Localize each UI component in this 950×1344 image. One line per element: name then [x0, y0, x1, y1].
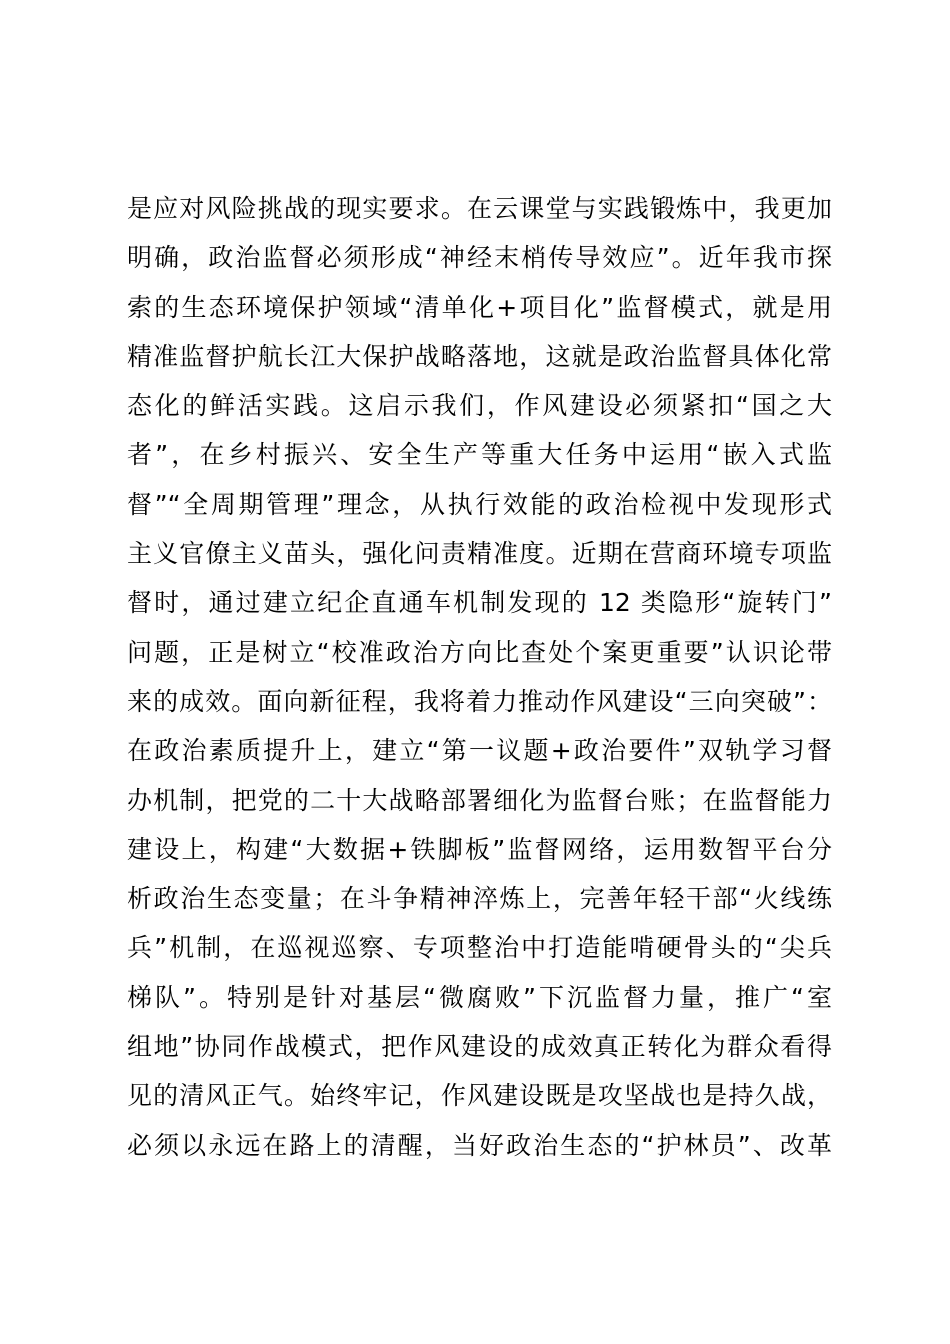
text-line-15: 析政治生态变量；在斗争精神淬炼上，完善年轻干部“火线练 — [127, 884, 832, 914]
body-paragraph — [127, 184, 832, 1170]
text-line-17: 梯队”。特别是针对基层“微腐败”下沉监督力量，推广“室 — [127, 982, 832, 1012]
text-line-2: 明确，政治监督必须形成“神经末梢传导效应”。近年我市探 — [127, 243, 832, 273]
text-line-14: 建设上，构建“大数据+铁脚板”监督网络，运用数智平台分 — [127, 834, 832, 864]
text-line-12: 在政治素质提升上，建立“第一议题+政治要件”双轨学习督 — [127, 736, 832, 766]
text-line-18: 组地”协同作战模式，把作风建设的成效真正转化为群众看得 — [127, 1032, 832, 1062]
text-line-4: 精准监督护航长江大保护战略落地，这就是政治监督具体化常 — [127, 341, 832, 371]
text-line-20: 必须以永远在路上的清醒，当好政治生态的“护林员”、改革 — [127, 1130, 832, 1160]
text-line-5: 态化的鲜活实践。这启示我们，作风建设必须紧扣“国之大 — [127, 391, 832, 421]
text-line-8: 主义官僚主义苗头，强化问责精准度。近期在营商环境专项监 — [127, 539, 832, 569]
text-line-19: 见的清风正气。始终牢记，作风建设既是攻坚战也是持久战， — [127, 1081, 832, 1111]
text-line-7: 督”“全周期管理”理念，从执行效能的政治检视中发现形式 — [127, 489, 832, 519]
text-line-6: 者”，在乡村振兴、安全生产等重大任务中运用“嵌入式监 — [127, 440, 832, 470]
text-line-16: 兵”机制，在巡视巡察、专项整治中打造能啃硬骨头的“尖兵 — [127, 933, 832, 963]
text-line-10: 问题，正是树立“校准政治方向比查处个案更重要”认识论带 — [127, 637, 832, 667]
text-line-3: 索的生态环境保护领域“清单化+项目化”监督模式，就是用 — [127, 292, 832, 322]
text-line-9: 督时，通过建立纪企直通车机制发现的 12 类隐形“旋转门” — [127, 588, 832, 618]
text-line-11: 来的成效。面向新征程，我将着力推动作风建设“三向突破”： — [127, 686, 832, 716]
text-line-1: 是应对风险挑战的现实要求。在云课堂与实践锻炼中，我更加 — [127, 194, 832, 223]
text-line-13: 办机制，把党的二十大战略部署细化为监督台账；在监督能力 — [127, 785, 832, 815]
